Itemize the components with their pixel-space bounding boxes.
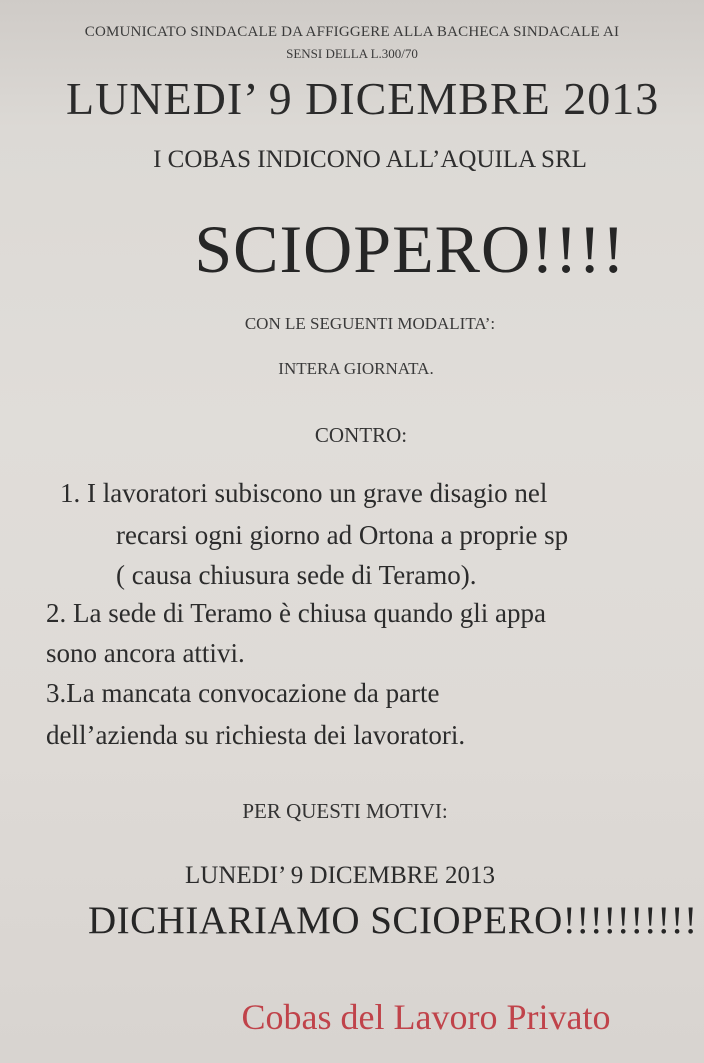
notice-header-line1: COMUNICATO SINDACALE DA AFFIGGERE ALLA BACHECA SINDACALE AI [84,24,620,40]
announcement-line: I COBAS INDICONO ALL’AQUILA SRL [153,146,587,173]
reason-line: ( causa chiusura sede di Teramo). [116,560,477,590]
strike-declaration: DICHIARIAMO SCIOPERO!!!!!!!!!! [88,899,698,942]
motivi-label: PER QUESTI MOTIVI: [242,799,448,823]
modalita-label: CON LE SEGUENTI MODALITA’: [244,314,496,333]
reason-line: dell’azienda su richiesta dei lavoratori. [46,720,466,750]
notice-header-line2: SENSI DELLA L.300/70 [286,46,418,61]
strike-date-heading: LUNEDI’ 9 DICEMBRE 2013 [66,73,660,124]
strike-date-repeat: LUNEDI’ 9 DICEMBRE 2013 [185,862,495,889]
contro-label: CONTRO: [314,423,408,447]
reason-line: sono ancora attivi. [46,638,245,668]
reason-line: 2. La sede di Teramo è chiusa quando gli appa [46,598,546,628]
reason-line: recarsi ogni giorno ad Ortona a proprie sp [116,520,569,550]
reason-line: 1. I lavoratori subiscono un grave disagio nel [60,478,548,508]
reason-line: 3.La mancata convocazione da parte [46,678,440,708]
strike-headline: SCIOPERO!!!! [194,211,626,287]
modalita-value: INTERA GIORNATA. [278,359,434,378]
union-signature: Cobas del Lavoro Privato [241,997,611,1037]
